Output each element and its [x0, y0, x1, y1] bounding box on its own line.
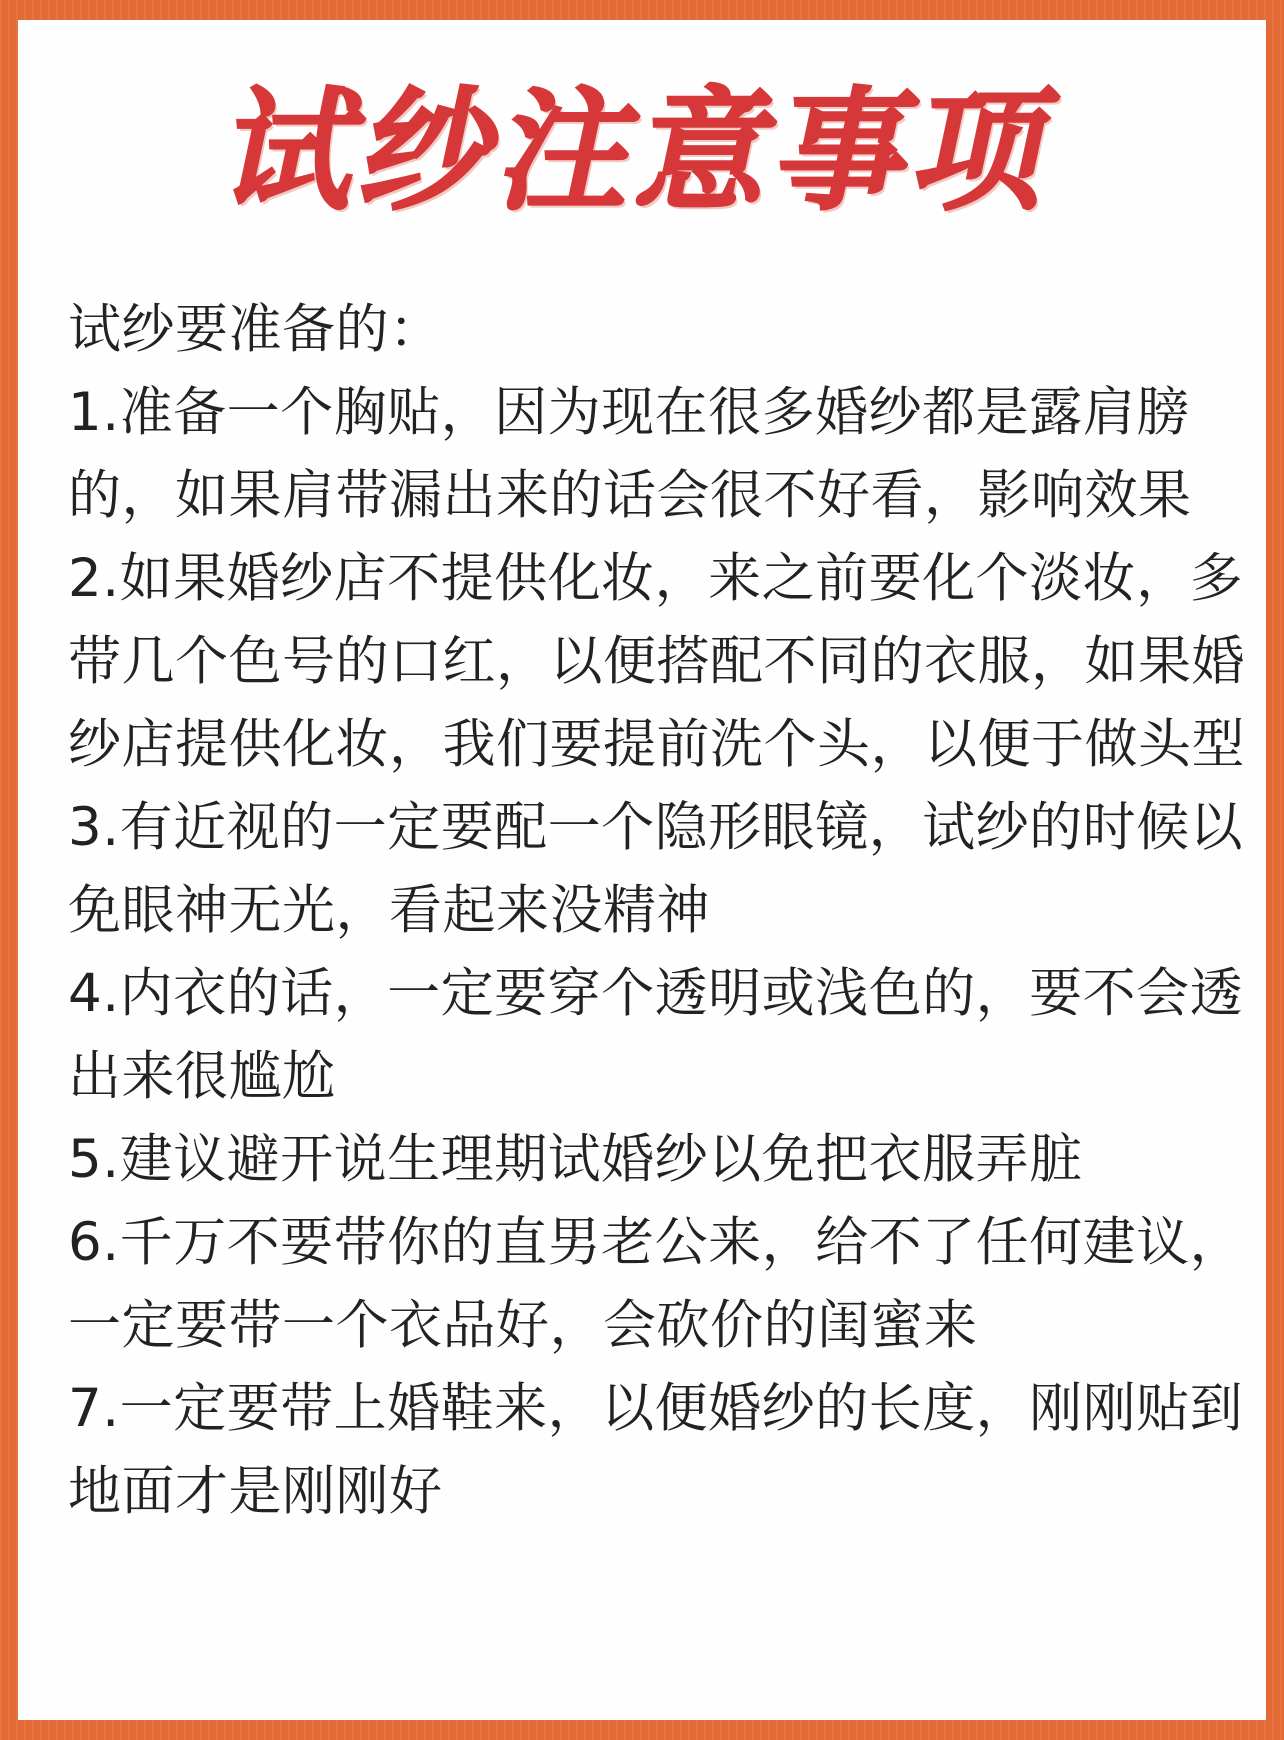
note-item-7: 7.一定要带上婚鞋来，以便婚纱的长度，刚刚贴到地面才是刚刚好: [68, 1378, 1244, 1522]
notes-body: [68, 288, 1246, 1533]
note-item-4: 4.内衣的话，一定要穿个透明或浅色的，要不会透出来很尴尬: [68, 963, 1244, 1107]
page-title: 试纱注意事项: [211, 75, 1073, 229]
note-item-6: 6.千万不要带你的直男老公来，给不了任何建议，一定要带一个衣品好，会砍价的闺蜜来: [68, 1212, 1244, 1356]
content-card: [18, 20, 1266, 1720]
intro-heading: 试纱要准备的：: [68, 299, 443, 360]
note-item-5: 5.建议避开说生理期试婚纱以免把衣服弄脏: [68, 1129, 1083, 1190]
note-item-1: 1.准备一个胸贴，因为现在很多婚纱都是露肩膀的，如果肩带漏出来的话会很不好看，影响效果: [68, 382, 1192, 526]
note-item-3: 3.有近视的一定要配一个隐形眼镜，试纱的时候以免眼神无光，看起来没精神: [68, 797, 1244, 941]
note-item-2: 2.如果婚纱店不提供化妆，来之前要化个淡妆，多带几个色号的口红，以便搭配不同的衣服，如果婚纱店提供化妆，我们要提前洗个头，以便于做头型: [68, 548, 1245, 775]
